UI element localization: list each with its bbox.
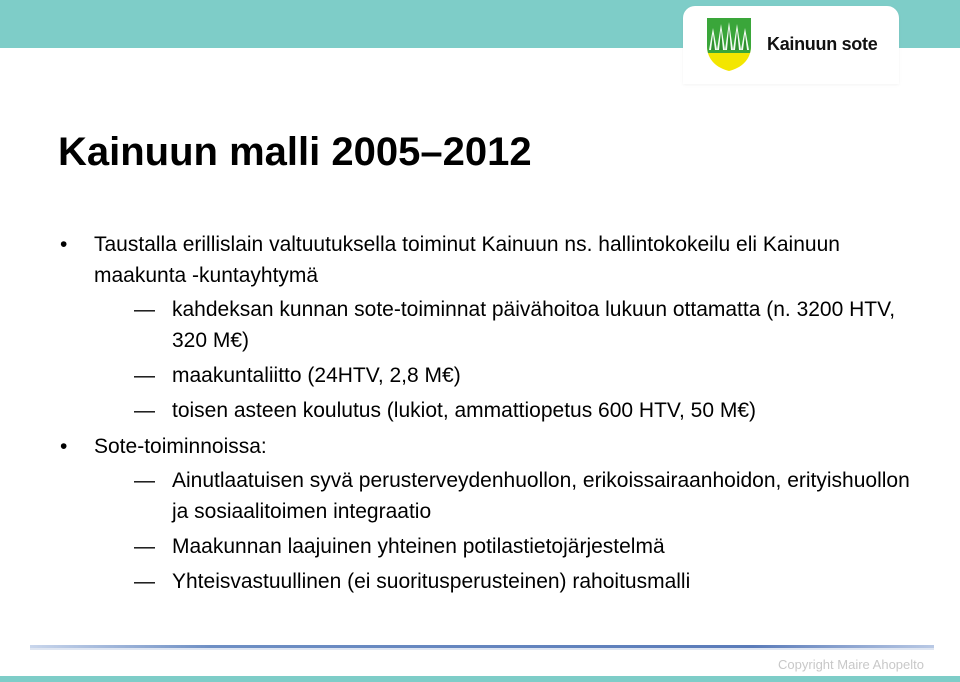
bottom-band — [0, 676, 960, 682]
bullet-text: Taustalla erillislain valtuutuksella toiminut Kainuun ns. hallintokokeilu eli Kainuun maakunta -kuntayhtymä — [94, 233, 840, 287]
sub-item — [94, 360, 918, 391]
bullet-item — [58, 229, 918, 426]
sub-text: toisen asteen koulutus (lukiot, ammattiopetus 600 HTV, 50 M€) — [172, 399, 757, 422]
bullet-marker: • — [60, 233, 68, 256]
sub-marker: — — [134, 364, 155, 387]
kainuu-crest-icon — [705, 16, 753, 72]
slide-title: Kainuun malli 2005–2012 — [58, 130, 532, 174]
sub-marker: — — [134, 298, 155, 321]
bullet-item — [58, 431, 918, 597]
brand-logo[interactable] — [683, 6, 899, 84]
sub-marker: — — [134, 535, 155, 558]
sub-text: Yhteisvastuullinen (ei suoritusperusteinen) rahoitusmalli — [172, 570, 691, 593]
footer-divider-shadow — [30, 648, 934, 650]
sub-text: Ainutlaatuisen syvä perusterveydenhuollon, erikoissairaanhoidon, erityishuollon ja sosiaalitoimen integraatio — [172, 469, 910, 523]
brand-name: Kainuun sote — [767, 34, 878, 54]
sub-marker: — — [134, 570, 155, 593]
sub-list — [94, 465, 918, 597]
slide-content — [58, 229, 918, 602]
sub-item — [94, 531, 918, 562]
sub-text: kahdeksan kunnan sote-toiminnat päivähoitoa lukuun ottamatta (n. 3200 HTV, 320 M€) — [172, 298, 896, 352]
sub-item — [94, 294, 918, 356]
sub-marker: — — [134, 399, 155, 422]
sub-list — [94, 294, 918, 426]
bullet-text: Sote-toiminnoissa: — [94, 435, 267, 458]
copyright-text: Copyright Maire Ahopelto — [778, 657, 924, 672]
sub-item — [94, 395, 918, 426]
sub-text: maakuntaliitto (24HTV, 2,8 M€) — [172, 364, 461, 387]
bullet-marker: • — [60, 435, 68, 458]
sub-marker: — — [134, 469, 155, 492]
sub-item — [94, 465, 918, 527]
sub-item — [94, 566, 918, 597]
sub-text: Maakunnan laajuinen yhteinen potilastietojärjestelmä — [172, 535, 665, 558]
